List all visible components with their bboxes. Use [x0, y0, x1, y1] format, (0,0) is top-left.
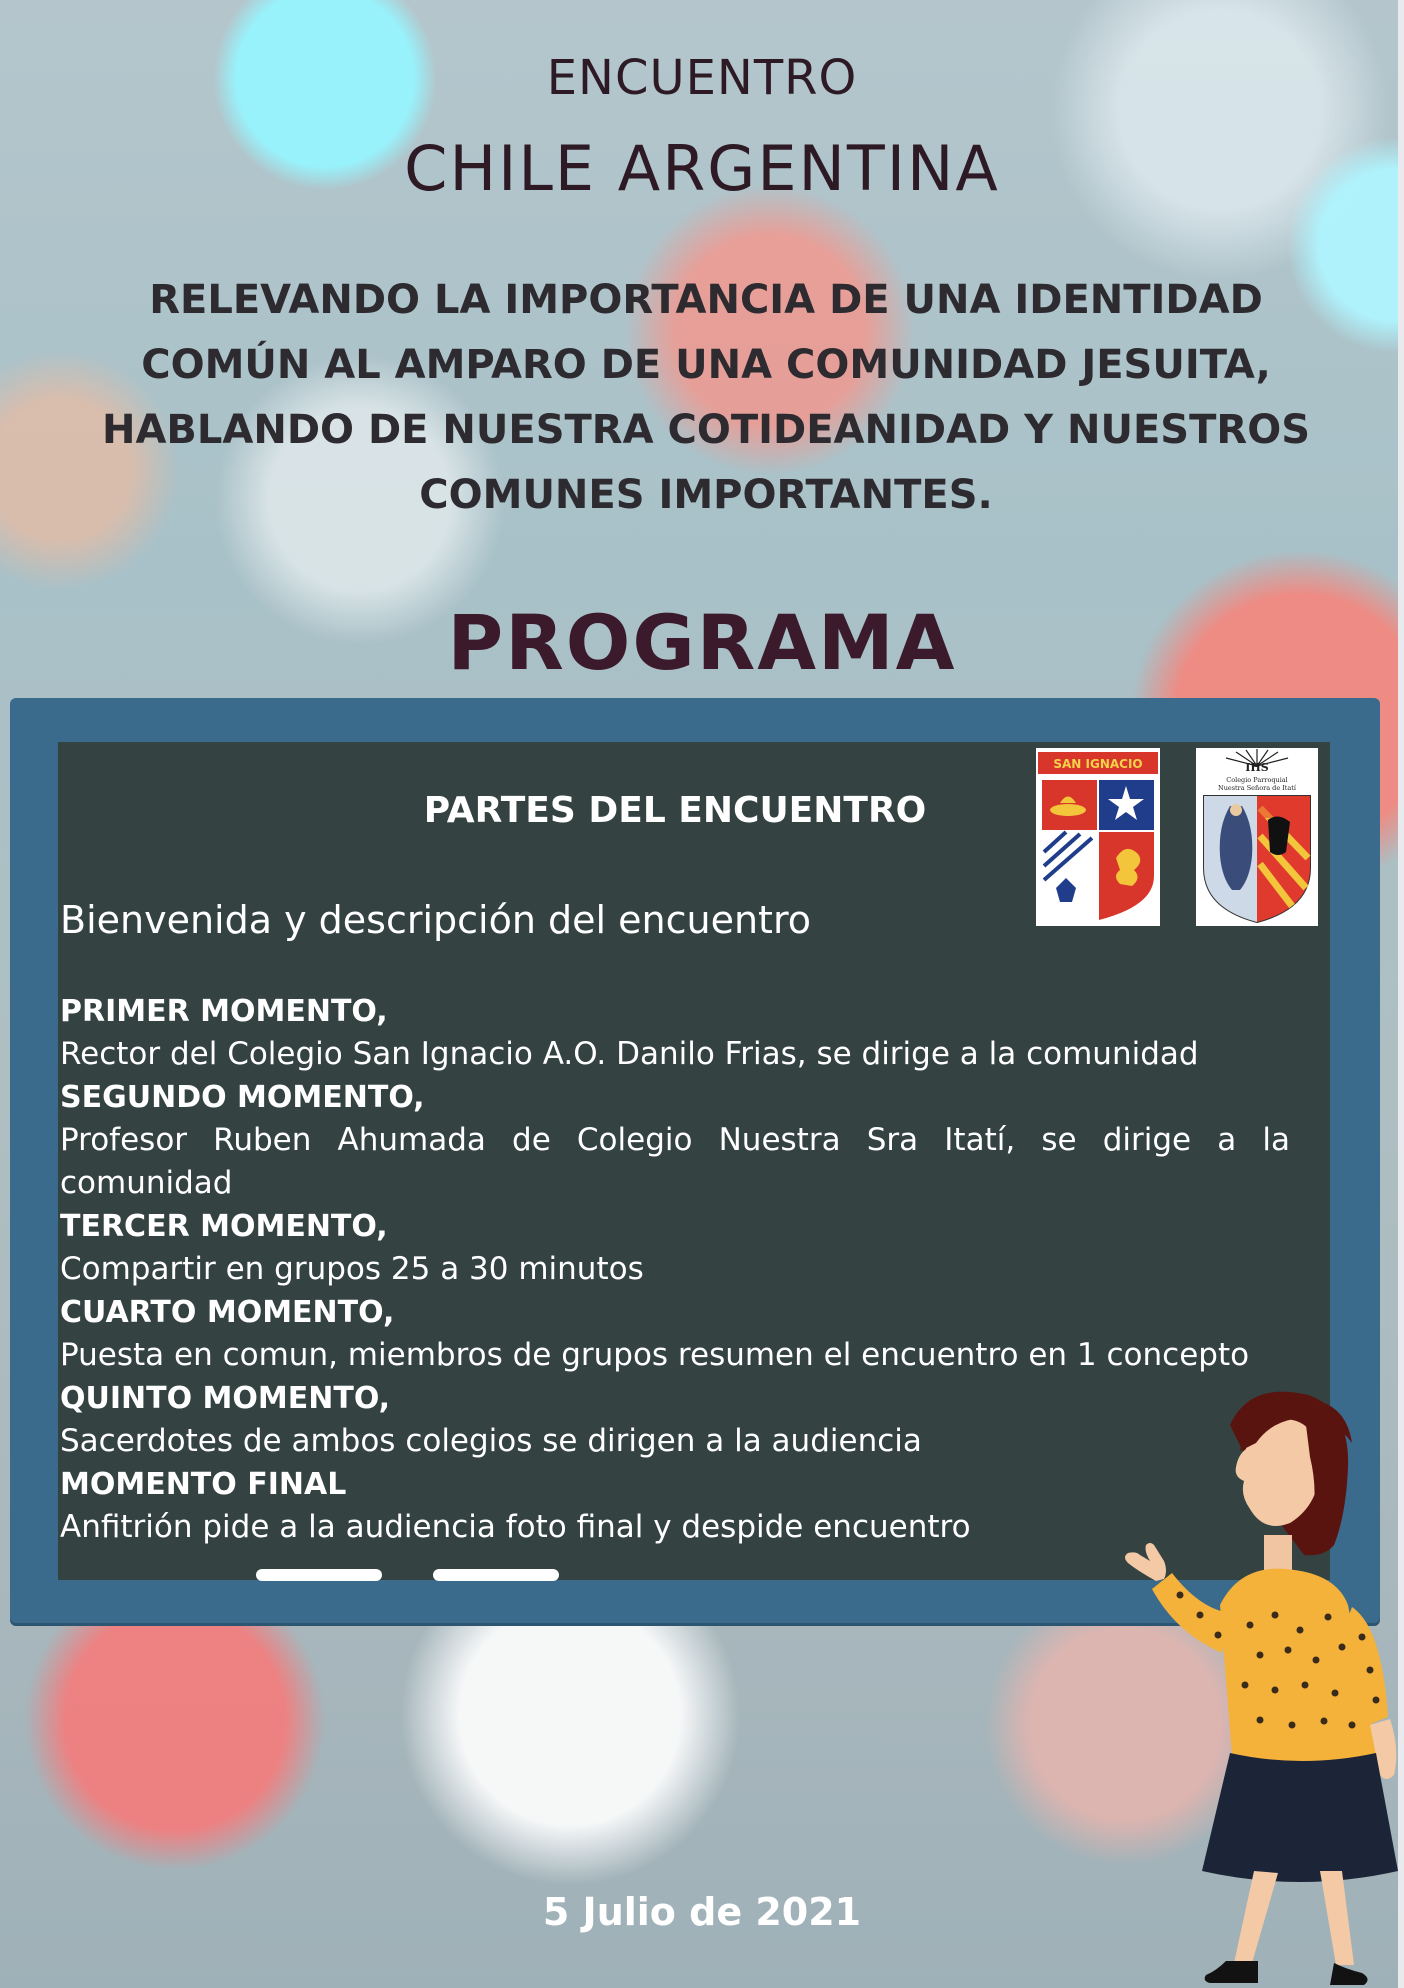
board-welcome: Bienvenida y descripción del encuentro [60, 898, 811, 942]
moment-title: MOMENTO FINAL [60, 1467, 347, 1502]
board-title: PARTES DEL ENCUENTRO [423, 790, 927, 831]
moment-item [60, 1205, 1290, 1291]
moment-title: CUARTO MOMENTO, [60, 1295, 395, 1330]
school-crest-icon [1196, 748, 1318, 926]
moment-description: Sacerdotes de ambos colegios se dirigen a la audiencia [60, 1423, 922, 1459]
moment-item [60, 990, 1290, 1076]
moment-description: Rector del Colegio San Ignacio A.O. Danilo Frias, se dirige a la comunidad [60, 1036, 1199, 1072]
chalk-piece [256, 1569, 382, 1581]
moment-description: Compartir en grupos 25 a 30 minutos [60, 1251, 644, 1287]
moment-title: PRIMER MOMENTO, [60, 994, 388, 1029]
logo-monogram: IHS [1245, 761, 1269, 774]
header-subtitle: RELEVANDO LA IMPORTANCIA DE UNA IDENTIDAD COMÚN AL AMPARO DE UNA COMUNIDAD JESUITA, HABLANDO DE NUESTRA COTIDEANIDAD Y NUESTROS COMUNES IMPORTANTES. [101, 277, 1311, 518]
moment-description: Puesta en comun, miembros de grupos resumen el encuentro en 1 concepto [60, 1337, 1250, 1373]
moment-title: SEGUNDO MOMENTO, [60, 1080, 425, 1115]
logo-label: SAN IGNACIO [1053, 757, 1143, 771]
moment-title: TERCER MOMENTO, [60, 1209, 388, 1244]
logo-line-1: Colegio Parroquial [1226, 776, 1288, 784]
header-kicker: ENCUENTRO [546, 50, 858, 106]
moment-description: Profesor Ruben Ahumada de Colegio Nuestra Sra Itatí, se dirige a la comunidad [60, 1122, 1290, 1201]
chalk-piece [433, 1569, 559, 1581]
moment-description: Anfitrión pide a la audiencia foto final y despide encuentro [60, 1509, 971, 1545]
section-title: PROGRAMA [447, 598, 957, 687]
san-ignacio-logo [1036, 748, 1160, 926]
school-crest-icon [1036, 748, 1160, 926]
header-title: CHILE ARGENTINA [404, 132, 1000, 205]
event-date: 5 Julio de 2021 [542, 1890, 862, 1934]
moment-item [60, 1291, 1290, 1377]
logo-line-2: Nuestra Señora de Itatí [1218, 784, 1296, 792]
moment-item [60, 1076, 1290, 1205]
itati-logo [1196, 748, 1318, 926]
moment-title: QUINTO MOMENTO, [60, 1381, 391, 1416]
